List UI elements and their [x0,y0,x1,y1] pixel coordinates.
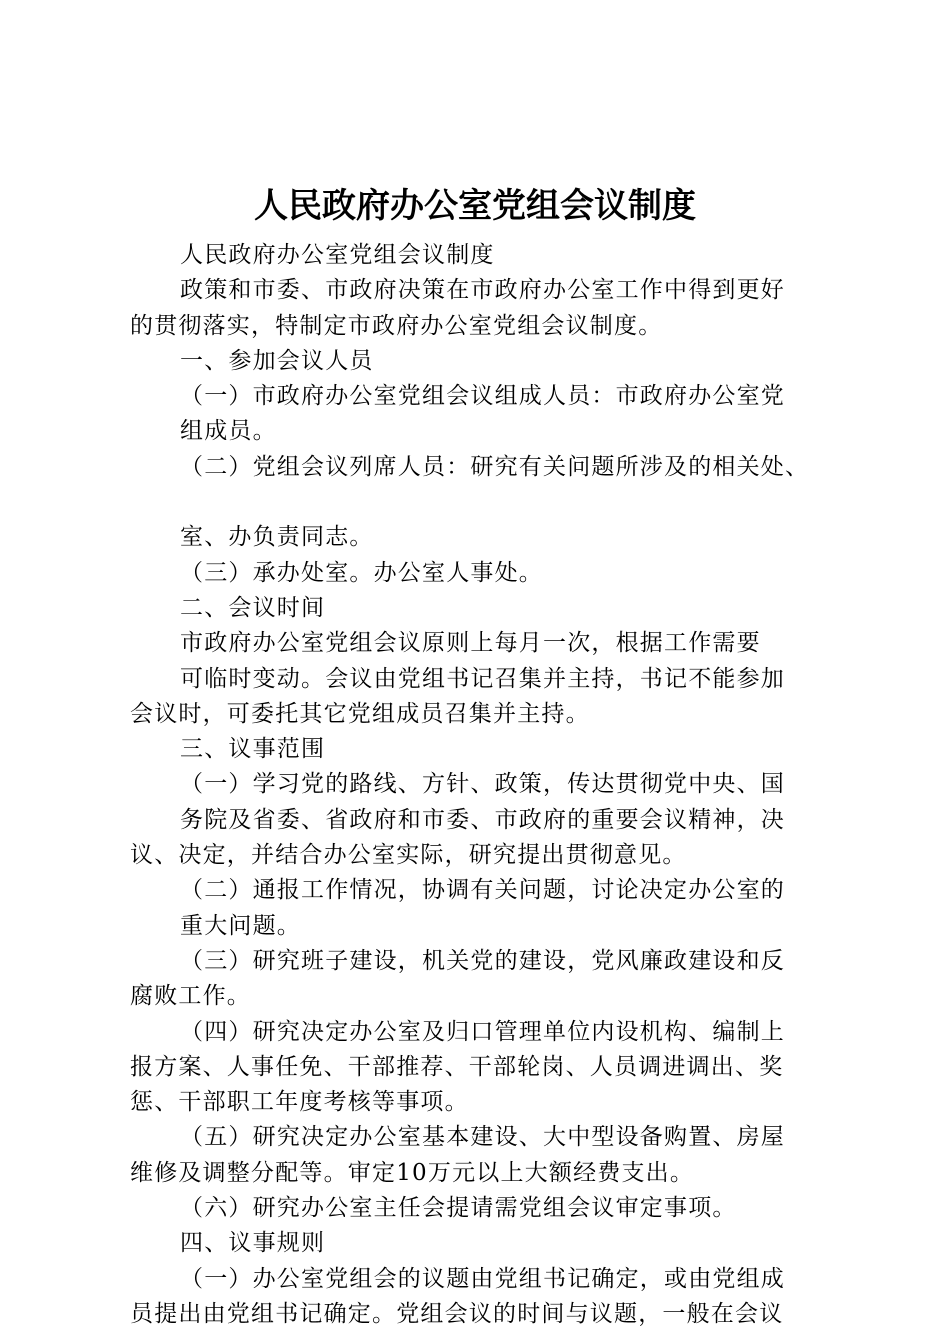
paragraph-line: 重大问题。 [180,912,301,939]
paragraph-line: （二）党组会议列席人员：研究有关问题所涉及的相关处、 [180,453,810,480]
paragraph-line: 组成员。 [180,418,277,445]
paragraph-line: 人民政府办公室党组会议制度 [180,242,495,268]
paragraph-line: （六）研究办公室主任会提请需党组会议审定事项。 [180,1195,737,1222]
paragraph-line: 务院及省委、省政府和市委、市政府的重要会议精神，决 [180,806,785,833]
paragraph-line: 一、参加会议人员 [180,347,374,374]
paragraph-line: 室、办负责同志。 [180,524,374,551]
paragraph-line: 二、会议时间 [180,594,326,621]
paragraph-line: 员提出由党组书记确定。党组会议的时间与议题，一般在会议 [130,1300,784,1327]
blank-line [130,485,840,520]
paragraph-line: （五）研究决定办公室基本建设、大中型设备购置、房屋 [180,1124,785,1151]
document-title: 人民政府办公室党组会议制度 [254,186,696,226]
paragraph-line: 的贯彻落实，特制定市政府办公室党组会议制度。 [130,312,663,339]
paragraph-line: 维修及调整分配等。审定10万元以上大额经费支出。 [130,1159,695,1186]
paragraph-line: （三）研究班子建设，机关党的建设，党风廉政建设和反 [180,947,785,974]
paragraph-line: （一）市政府办公室党组会议组成人员：市政府办公室党 [180,383,785,410]
paragraph-line: （一）学习党的路线、方针、政策，传达贯彻党中央、国 [180,771,785,798]
paragraph-line: 政策和市委、市政府决策在市政府办公室工作中得到更好 [180,277,785,304]
paragraph-line: （二）通报工作情况，协调有关问题，讨论决定办公室的 [180,877,785,904]
paragraph-line: 腐败工作。 [130,983,251,1010]
paragraph-line: 市政府办公室党组会议原则上每月一次，根据工作需要 [180,630,761,657]
paragraph-line: 会议时，可委托其它党组成员召集并主持。 [130,700,590,727]
paragraph-line: 四、议事规则 [180,1230,326,1257]
paragraph-line: （三）承办处室。办公室人事处。 [180,559,543,586]
paragraph-line: 报方案、人事任免、干部推荐、干部轮岗、人员调进调出、奖 [130,1053,784,1080]
paragraph-line: 惩、干部职工年度考核等事项。 [130,1089,469,1116]
paragraph-line: （四）研究决定办公室及归口管理单位内设机构、编制上 [180,1018,785,1045]
paragraph-line: （一）办公室党组会的议题由党组书记确定，或由党组成 [180,1265,785,1292]
paragraph-line: 三、议事范围 [180,736,326,763]
paragraph-line: 可临时变动。会议由党组书记召集并主持，书记不能参加 [180,665,785,692]
document-body [130,238,840,1332]
paragraph-line: 议、决定，并结合办公室实际，研究提出贯彻意见。 [130,842,687,869]
